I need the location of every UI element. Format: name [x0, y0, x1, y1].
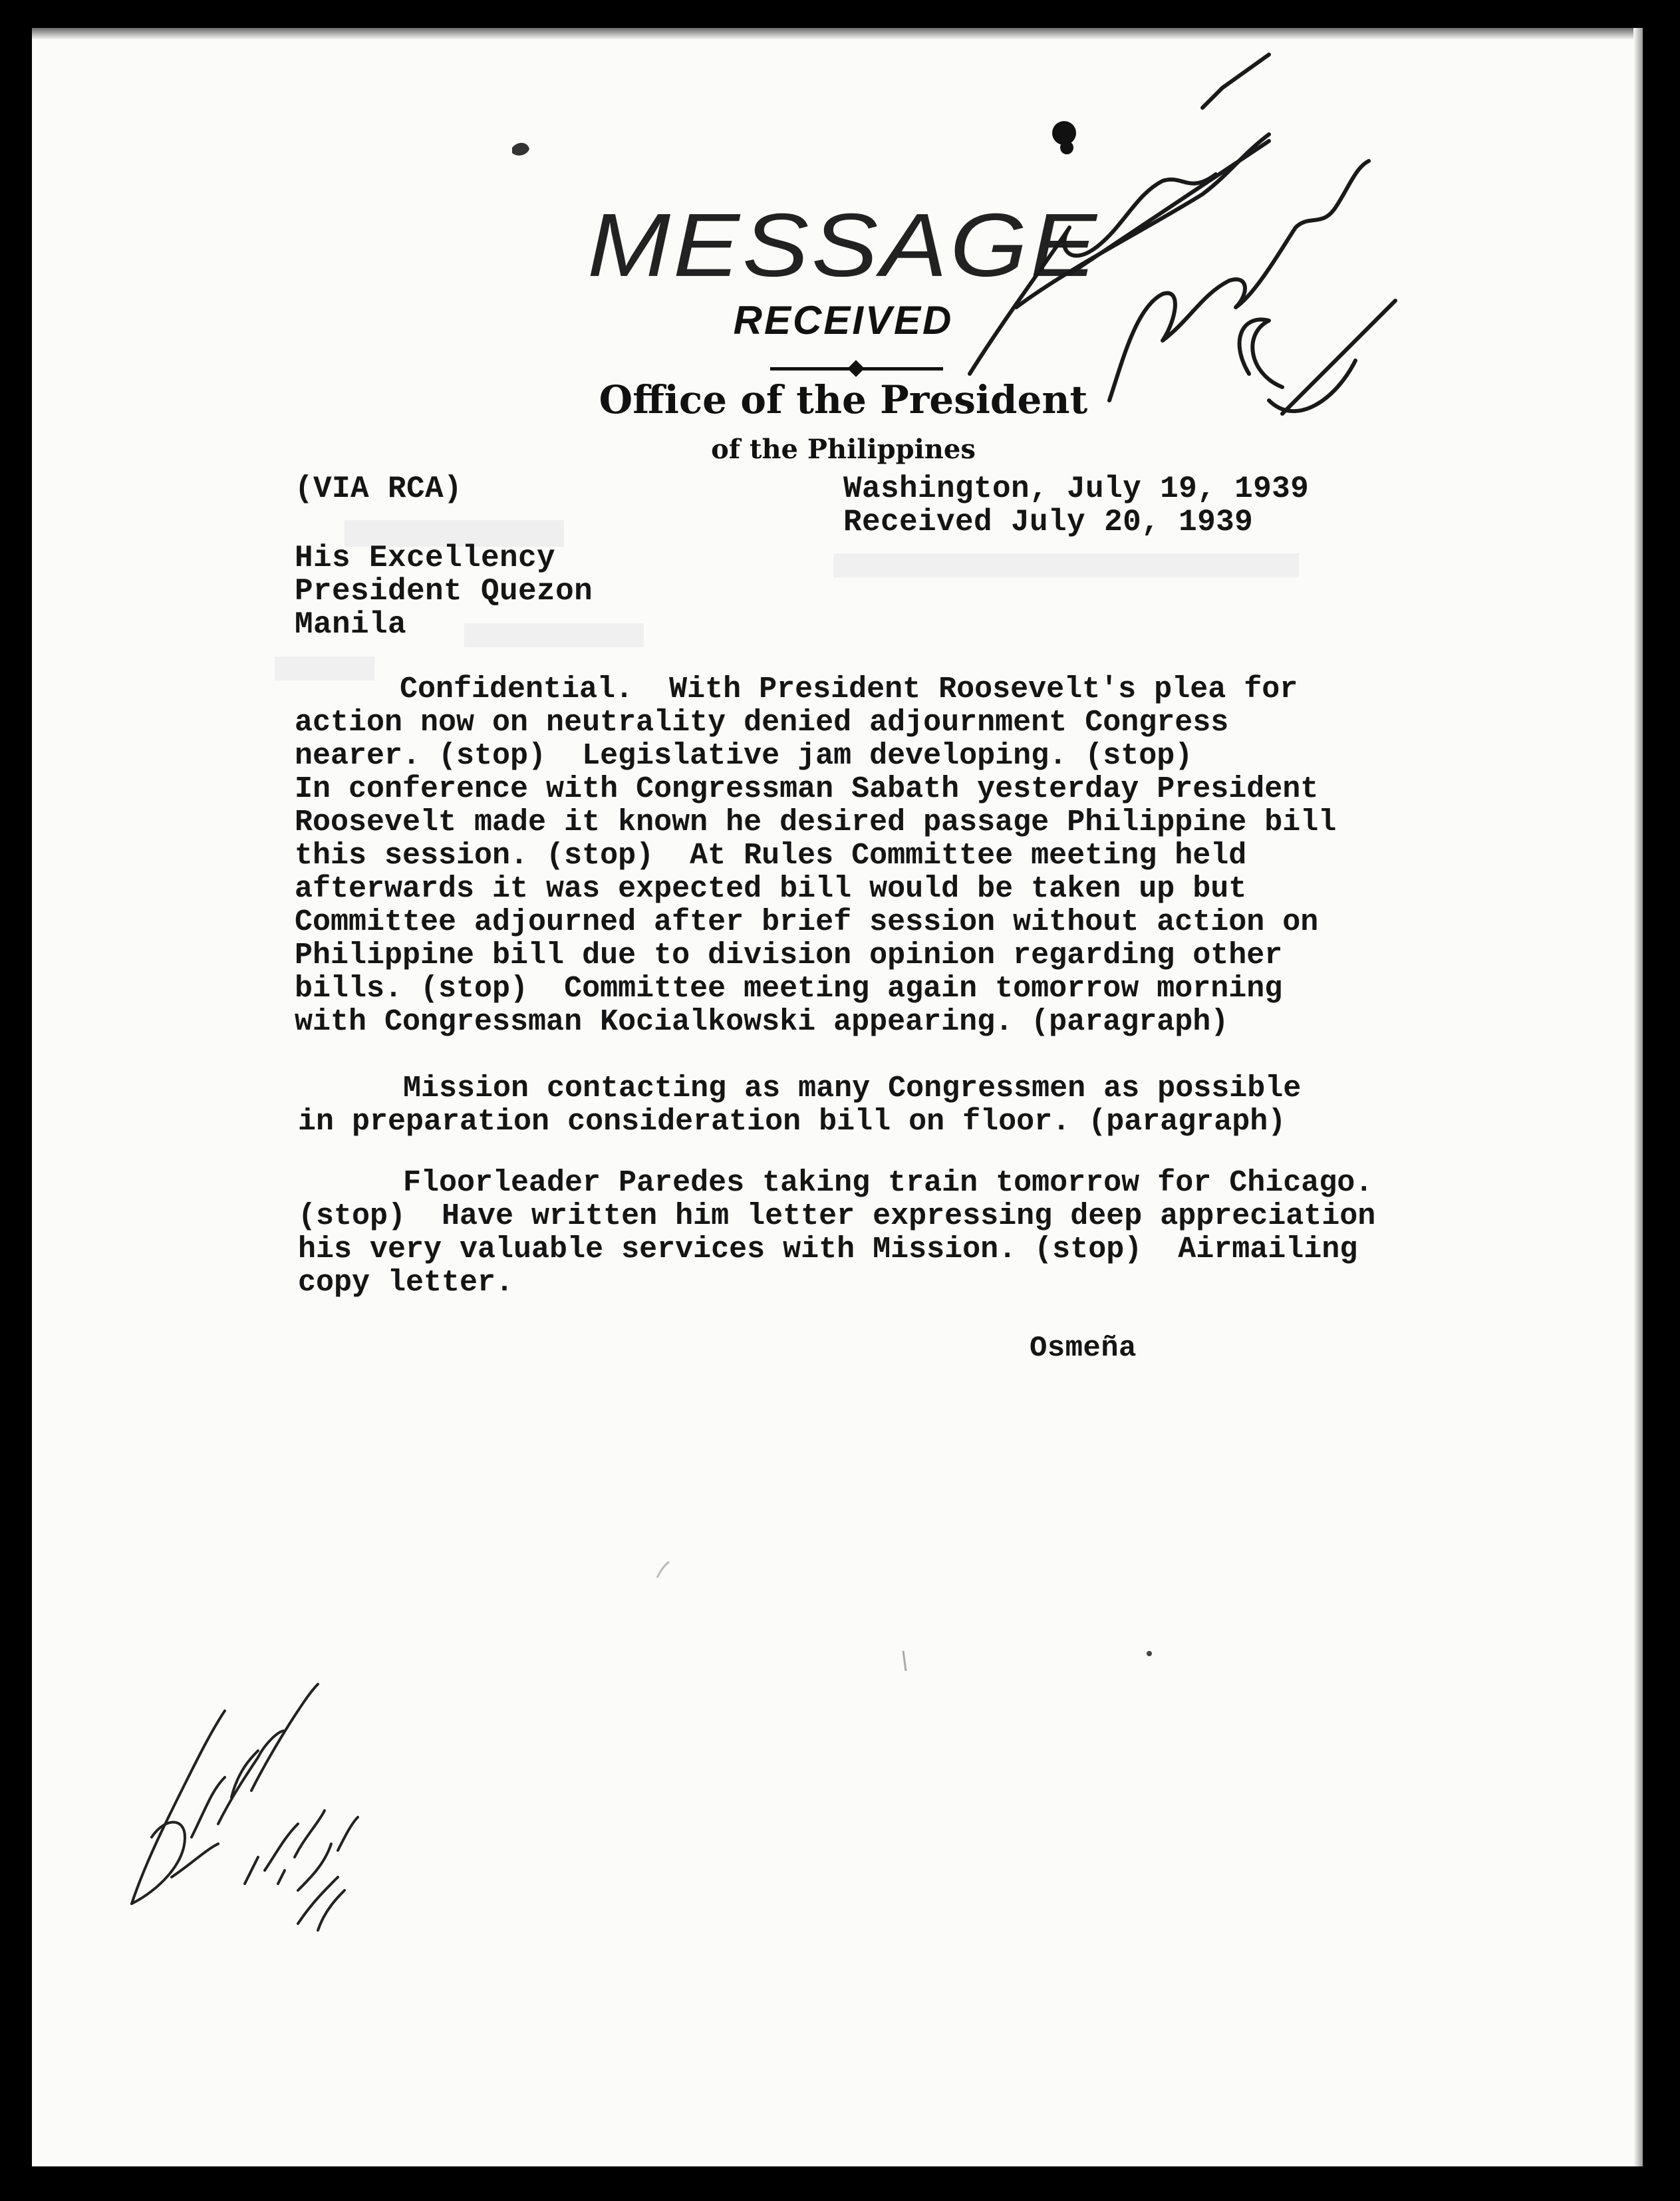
- addressee-line: Manila: [295, 607, 407, 642]
- addressee-line: His Excellency: [295, 541, 556, 575]
- letterhead-title: MESSAGE: [587, 194, 1099, 295]
- text-line: with Congressman Kocialkowski appearing. (paragraph): [295, 1005, 1229, 1039]
- stray-mark: [903, 1651, 906, 1671]
- text-line: Committee adjourned after brief session without action on: [295, 905, 1319, 939]
- origin-date: Washington, July 19, 1939: [843, 472, 1310, 506]
- letterhead-office: Office of the President: [599, 377, 1088, 422]
- text-line: nearer. (stop) Legislative jam developing. (stop): [295, 739, 1193, 773]
- document-sheet: [32, 28, 1643, 2166]
- ink-blot: [512, 143, 529, 156]
- signature: Osmeña: [1030, 1332, 1137, 1365]
- ink-blot: [1060, 141, 1073, 154]
- stray-mark: [1147, 1651, 1152, 1656]
- letterhead-country: of the Philippines: [711, 434, 976, 465]
- text-line: action now on neutrality denied adjournment Congress: [295, 706, 1229, 740]
- stray-mark: [657, 1562, 669, 1578]
- text-line: his very valuable services with Mission. (stop) Airmailing: [298, 1233, 1358, 1266]
- text-line: bills. (stop) Committee meeting again tomorrow morning: [295, 972, 1283, 1006]
- text-line: copy letter.: [298, 1266, 514, 1300]
- text-line: this session. (stop) At Rules Committee meeting held: [295, 839, 1247, 873]
- handwriting-layer: [32, 28, 1643, 2166]
- addressee-line: President Quezon: [295, 574, 593, 609]
- text-line: In conference with Congressman Sabath yesterday President: [295, 772, 1319, 806]
- letterhead-subtitle: RECEIVED: [733, 298, 954, 343]
- text-line: Philippine bill due to division opinion regarding other: [295, 939, 1283, 972]
- text-line: Confidential. With President Roosevelt's plea for: [400, 672, 1298, 706]
- transmission-route: (VIA RCA): [295, 472, 463, 506]
- text-line: afterwards it was expected bill would be taken up but: [295, 872, 1247, 906]
- handwritten-annotation-distributed: [132, 1684, 358, 1930]
- handwritten-annotation-top-right: [970, 55, 1395, 414]
- text-line: in preparation consideration bill on floor. (paragraph): [298, 1105, 1286, 1139]
- text-line: (stop) Have written him letter expressing deep appreciation: [298, 1199, 1376, 1233]
- text-line: Roosevelt made it known he desired passage Philippine bill: [295, 806, 1337, 839]
- received-date: Received July 20, 1939: [843, 505, 1254, 539]
- text-line: Floorleader Paredes taking train tomorrow for Chicago.: [403, 1166, 1373, 1200]
- ink-blot: [1052, 121, 1076, 145]
- text-line: Mission contacting as many Congressmen as possible: [403, 1072, 1302, 1105]
